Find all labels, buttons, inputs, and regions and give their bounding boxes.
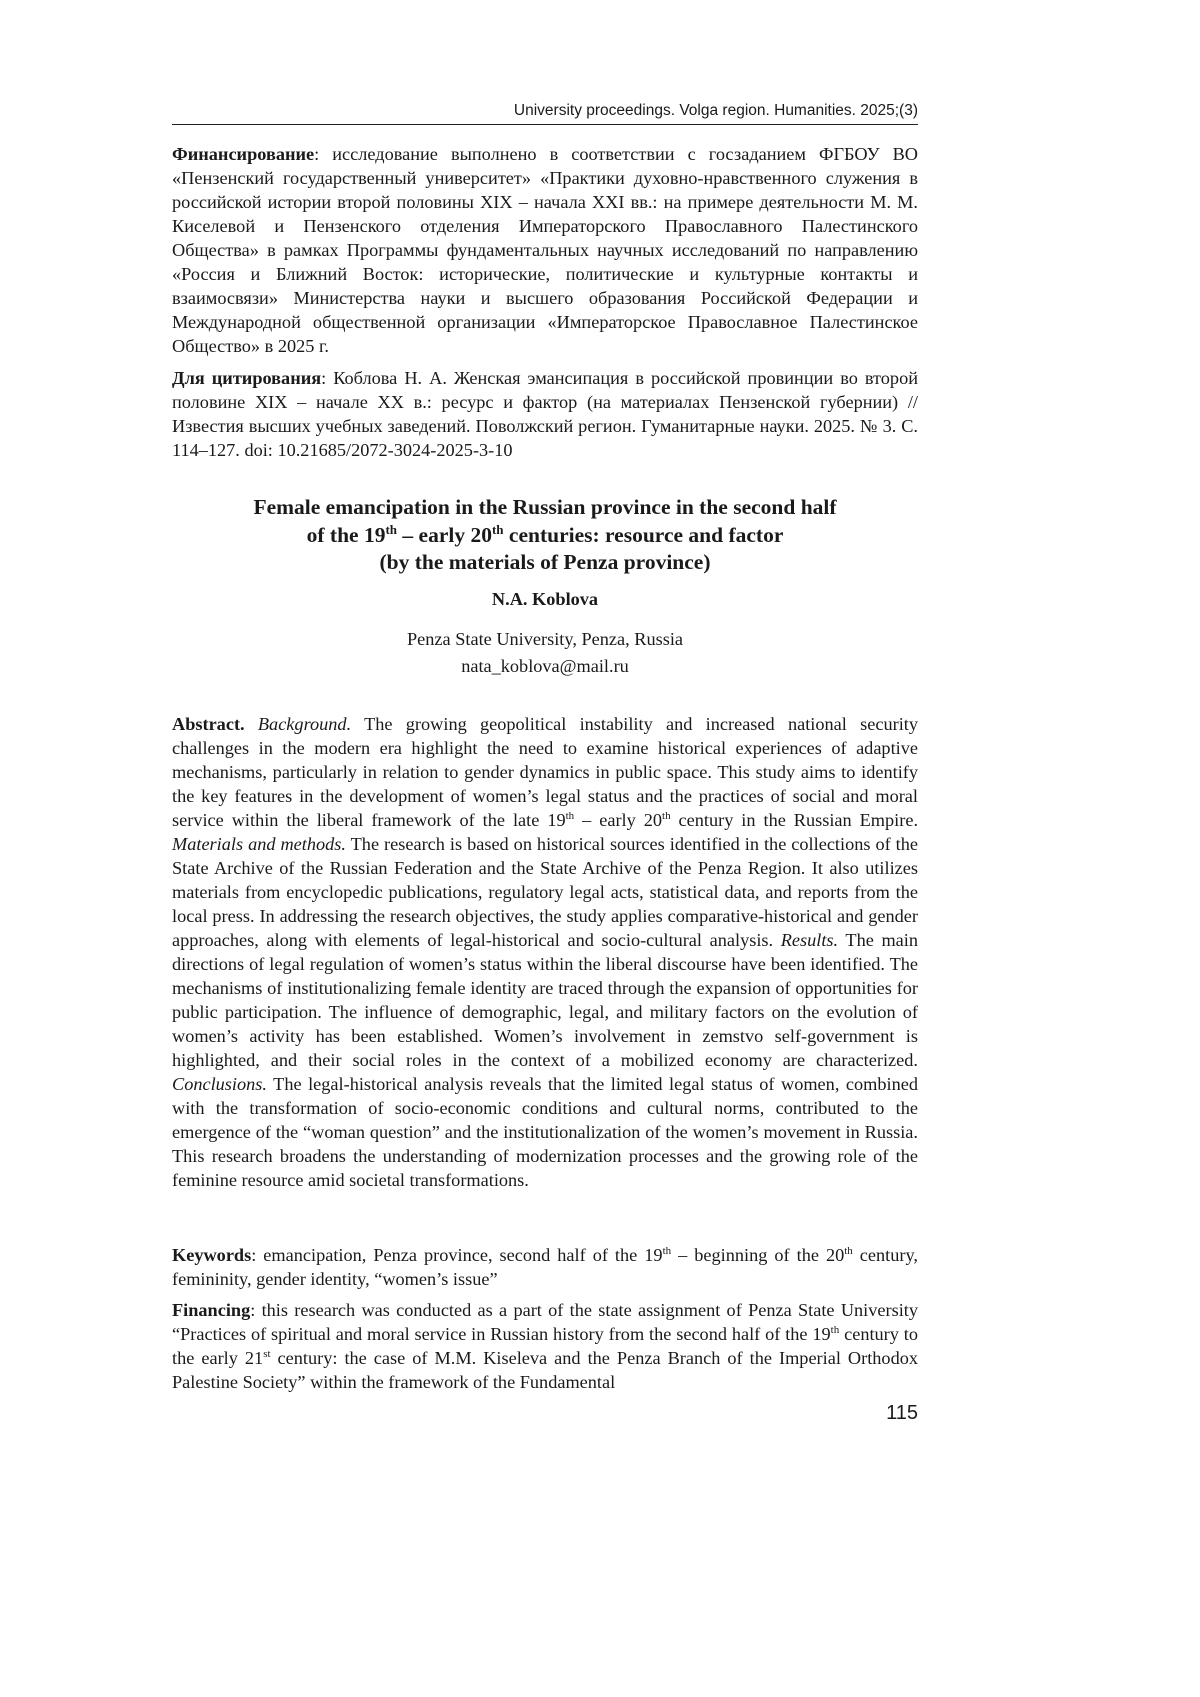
- results-label: Results.: [780, 930, 839, 950]
- keywords-label: Keywords: [172, 1245, 252, 1265]
- citation-ru-label: Для цитирования: [172, 368, 322, 388]
- title-line-2: of the 19th – early 20th centuries: resource and factor: [306, 521, 784, 547]
- running-header: University proceedings. Volga region. Humanities. 2025;(3): [172, 102, 918, 125]
- article-title: [172, 494, 918, 577]
- page-number: 115: [886, 1402, 918, 1424]
- funding-ru-text: : исследование выполнено в соответствии с госзаданием ФГБОУ ВО «Пензенский государственный университет» «Практики духовно-нравственного служения в российской истории второй половины XIX – начала XXI вв.: на примере деятельности М. М. Киселевой и Пензенского отделения Императорского Православного Палестинского Общества» в рамках Программы фундаментальных научных исследований по направлению «Россия и Ближний Восток: исторические, политические и культурные контакты и взаимосвязи» Министерства науки и высшего образования Российской Федерации и Международной общественной организации «Императорское Православное Палестинское Общество» в 2025 г.: [172, 144, 918, 356]
- funding-ru-label: Финансирование: [172, 144, 315, 164]
- citation-ru-text: : Коблова Н. А. Женская эмансипация в российской провинции во второй половине XIX – начале XX в.: ресурс и фактор (на материалах Пензенской губернии) // Известия высших учебных заведений. Поволжский регион. Гуманитарные науки. 2025. № 3. С. 114–127. doi: 10.21685/2072-3024-2025-3-10: [172, 368, 918, 460]
- keywords-paragraph: Keywords: emancipation, Penza province, second half of the 19th – beginning of the 20th century, femininity, gender identity, “women’s issue”: [172, 1244, 918, 1289]
- author-email: nata_koblova@mail.ru: [461, 656, 629, 676]
- title-line-1: Female emancipation in the Russian province in the second half: [253, 495, 837, 519]
- conclusions-label: Conclusions.: [172, 1074, 267, 1094]
- title-line-3: (by the materials of Penza province): [379, 550, 711, 574]
- funding-ru-paragraph: [172, 142, 918, 358]
- background-label: Background.: [257, 714, 352, 734]
- citation-ru-paragraph: [172, 366, 918, 462]
- affiliation: Penza State University, Penza, Russia: [406, 629, 684, 649]
- affiliation-block: [172, 626, 918, 680]
- abstract-paragraph: Abstract. Background. The growing geopolitical instability and increased national security challenges in the modern era highlight the need to examine historical experiences of adaptive mechanisms, particularly in relation to gender dynamics in public space. This study aims to identify the key features in the development of women’s legal status and the practices of social and moral service within the liberal framework of the late 19th – early 20th century in the Russian Empire. Materials and methods. The research is based on historical sources identified in the collections of the State Archive of the Russian Federation and the State Archive of the Penza Region. It also utilizes materials from encyclopedic publications, regulatory legal acts, statistical data, and reports from the local press. In addressing the research objectives, the study applies comparative-historical and gender approaches, along with elements of legal-historical and socio-cultural analysis. Results. The main directions of legal regulation of women’s status within the liberal discourse have been identified. The mechanisms of institutionalizing female identity are traced through the expansion of opportunities for public participation. The influence of demographic, legal, and military factors on the evolution of women’s activity has been established. Women’s involvement in zemstvo self-government is highlighted, and their social roles in the context of a mobilized economy are characterized. Conclusions. The legal-historical analysis reveals that the limited legal status of women, combined with the transformation of socio-economic conditions and cultural norms, contributed to the emergence of the “woman question” and the institutionalization of the women’s movement in Russia. This research broadens the understanding of modernization processes and the growing role of the feminine resource amid societal transformations.: [172, 714, 919, 1190]
- abstract-label: Abstract.: [172, 714, 245, 734]
- author-name: N.A. Koblova: [491, 589, 599, 609]
- financing-en-paragraph: Financing: this research was conducted as a part of the state assignment of Penza State University “Practices of spiritual and moral service in Russian history from the second half of the 19th century to the early 21st century: the case of M.M. Kiseleva and the Penza Branch of the Imperial Orthodox Palestine Society” within the framework of the Fundamental: [172, 1300, 918, 1392]
- financing-en-label: Financing: [172, 1300, 251, 1320]
- methods-label: Materials and methods.: [172, 834, 346, 854]
